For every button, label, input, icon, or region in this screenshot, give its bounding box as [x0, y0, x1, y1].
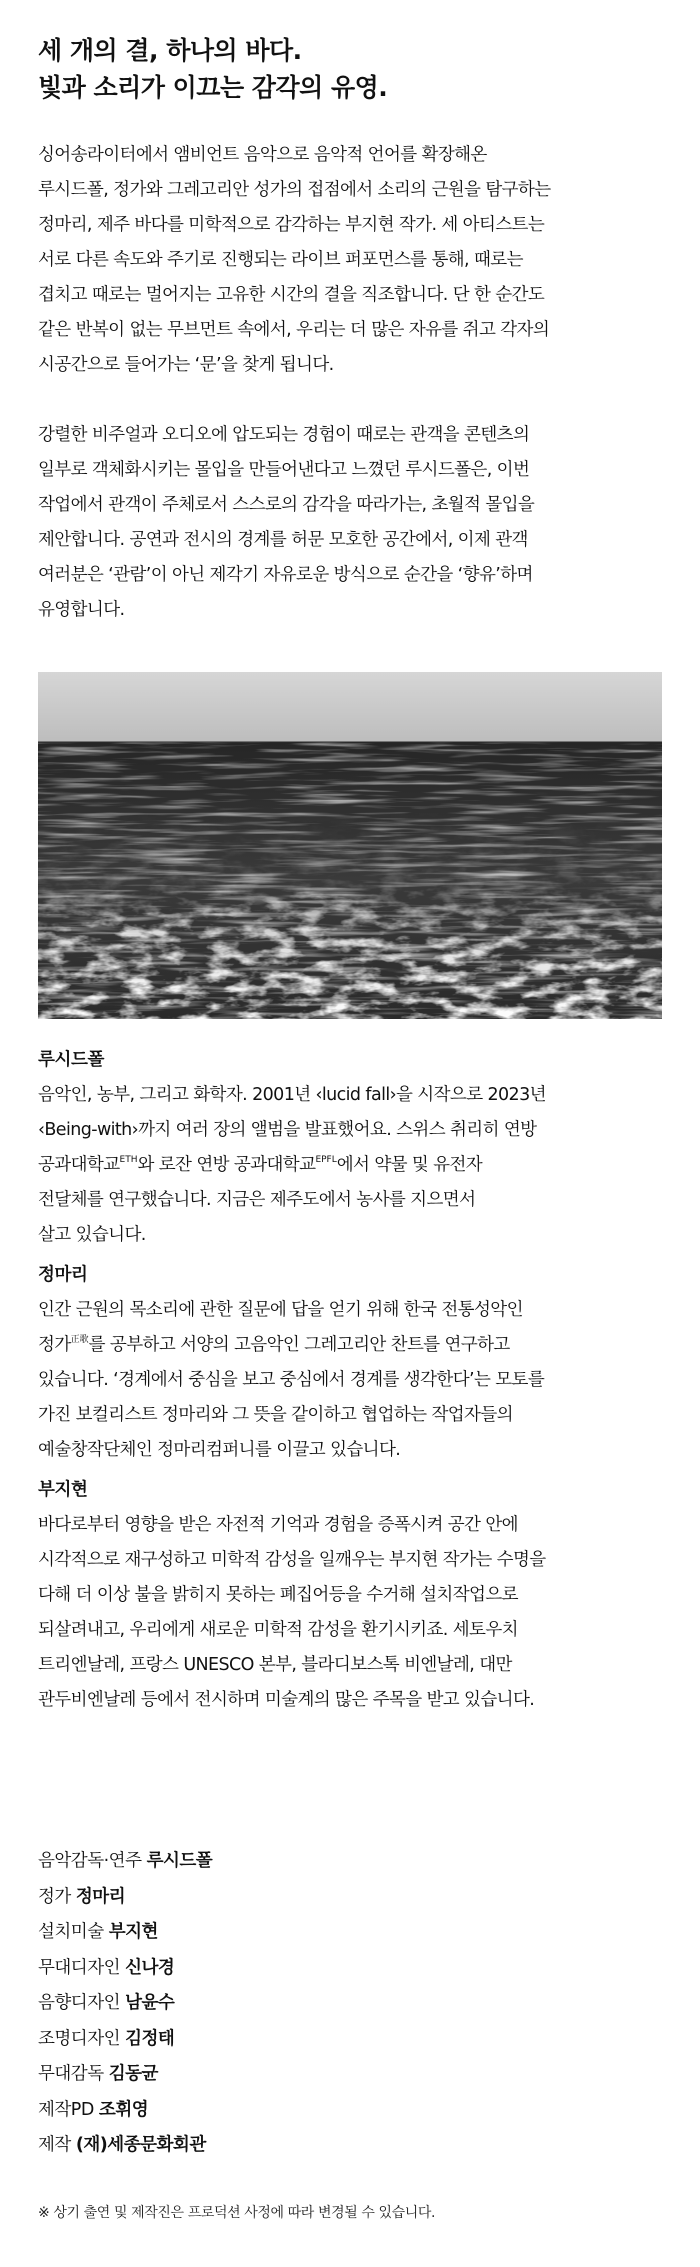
intro-paragraph-2	[38, 418, 668, 628]
intro-line: 시공간으로 들어가는 ‘문’을 찾게 됩니다.	[38, 355, 334, 375]
bio-line: ‹Being-with›까지 여러 장의 앨범을 발표했어요. 스위스 취리히 연방	[38, 1120, 537, 1140]
bio-line-with-superscripts: 공과대학교$^{ETH}$와 로잔 연방 공과대학교$^{EPFL}$에서 약물 및 유전자	[38, 1155, 483, 1175]
intro-line: 유영합니다.	[38, 600, 125, 620]
bio-line: 다해 더 이상 불을 밝히지 못하는 폐집어등을 수거해 설치작업으로	[38, 1585, 518, 1605]
bio-line: 되살려내고, 우리에게 새로운 미학적 감성을 환기시키죠. 세토우치	[38, 1620, 518, 1640]
intro-line: 여러분은 ‘관람’이 아닌 제각기 자유로운 방식으로 순간을 ‘향유’하며	[38, 565, 533, 585]
intro-line: 강렬한 비주얼과 오디오에 압도되는 경험이 때로는 관객을 콘텐츠의	[38, 425, 530, 445]
bio-line: 있습니다. ‘경계에서 중심을 보고 중심에서 경계를 생각한다’는 모토를	[38, 1370, 545, 1390]
bio-line: 전달체를 연구했습니다. 지금은 제주도에서 농사를 지으면서	[38, 1190, 476, 1210]
credit-row: 음향디자인 남윤수	[38, 1993, 175, 2013]
intro-paragraph-1	[38, 138, 668, 383]
credit-row: 정가 정마리	[38, 1886, 126, 1907]
bio-text-jungmari	[38, 1293, 668, 1468]
credit-row: 제작PD 조휘영	[38, 2099, 149, 2120]
intro-line: 서로 다른 속도와 주기로 진행되는 라이브 퍼포먼스를 통해, 때로는	[38, 250, 523, 270]
intro-line: 루시드폴, 정가와 그레고리안 성가의 접점에서 소리의 근원을 탐구하는	[38, 180, 551, 200]
bio-line: 트리엔날레, 프랑스 UNESCO 본부, 블라디보스톡 비엔날레, 대만	[38, 1655, 512, 1675]
bio-name-jungmari: 정마리	[38, 1265, 88, 1285]
credits-list	[38, 1844, 538, 2164]
bio-name-lucidfall: 루시드폴	[38, 1050, 105, 1070]
sea-waves-photo	[38, 672, 662, 1019]
bio-line: 바다로부터 영향을 받은 자전적 기억과 경험을 증폭시켜 공간 안에	[38, 1515, 518, 1535]
bio-line: 인간 근원의 목소리에 관한 질문에 답을 얻기 위해 한국 전통성악인	[38, 1300, 523, 1320]
bio-line: 관두비엔날레 등에서 전시하며 미술계의 많은 주목을 받고 있습니다.	[38, 1690, 535, 1710]
bio-line: 가진 보컬리스트 정마리와 그 뜻을 같이하고 협업하는 작업자들의	[38, 1405, 513, 1425]
credit-row: 조명디자인 김정태	[38, 2028, 175, 2049]
intro-line: 제안합니다. 공연과 전시의 경계를 허문 모호한 공간에서, 이제 관객	[38, 530, 528, 550]
bio-line-with-superscript: 정가$^{正歌}$를 공부하고 서양의 고음악인 그레고리안 찬트를 연구하고	[38, 1335, 510, 1355]
bio-line: 살고 있습니다.	[38, 1225, 146, 1245]
intro-line: 작업에서 관객이 주체로서 스스로의 감각을 따라가는, 초월적 몰입을	[38, 495, 535, 515]
bio-text-lucidfall	[38, 1078, 668, 1253]
bio-text-bujihyun	[38, 1508, 668, 1718]
footnote: ※ 상기 출연 및 제작진은 프로덕션 사정에 따라 변경될 수 있습니다.	[38, 2205, 436, 2221]
credit-row: 무대감독 김동균	[38, 2064, 158, 2084]
bio-line: 시각적으로 재구성하고 미학적 감성을 일깨우는 부지현 작가는 수명을	[38, 1550, 546, 1570]
headline-line-2: 빛과 소리가 이끄는 감각의 유영.	[38, 73, 388, 102]
credit-row: 음악감독·연주 루시드폴	[38, 1851, 213, 1871]
bio-line: 예술창작단체인 정마리컴퍼니를 이끌고 있습니다.	[38, 1440, 401, 1460]
headline-line-1: 세 개의 결, 하나의 바다.	[38, 36, 302, 65]
intro-line: 싱어송라이터에서 앰비언트 음악으로 음악적 언어를 확장해온	[38, 145, 487, 165]
bio-name-bujihyun: 부지현	[38, 1480, 88, 1500]
bio-line: 음악인, 농부, 그리고 화학자. 2001년 ‹lucid fall›을 시작으로 2023년	[38, 1085, 546, 1105]
credit-row: 제작 (재)세종문화회관	[38, 2135, 206, 2155]
headline	[38, 32, 668, 106]
intro-line: 정마리, 제주 바다를 미학적으로 감각하는 부지현 작가. 세 아티스트는	[38, 215, 545, 235]
intro-line: 같은 반복이 없는 무브먼트 속에서, 우리는 더 많은 자유를 쥐고 각자의	[38, 320, 550, 340]
intro-line: 겹치고 때로는 멀어지는 고유한 시간의 결을 직조합니다. 단 한 순간도	[38, 285, 545, 305]
credit-row: 설치미술 부지현	[38, 1922, 158, 1942]
credit-row: 무대디자인 신나경	[38, 1957, 175, 1978]
intro-line: 일부로 객체화시키는 몰입을 만들어낸다고 느꼈던 루시드폴은, 이번	[38, 460, 530, 480]
